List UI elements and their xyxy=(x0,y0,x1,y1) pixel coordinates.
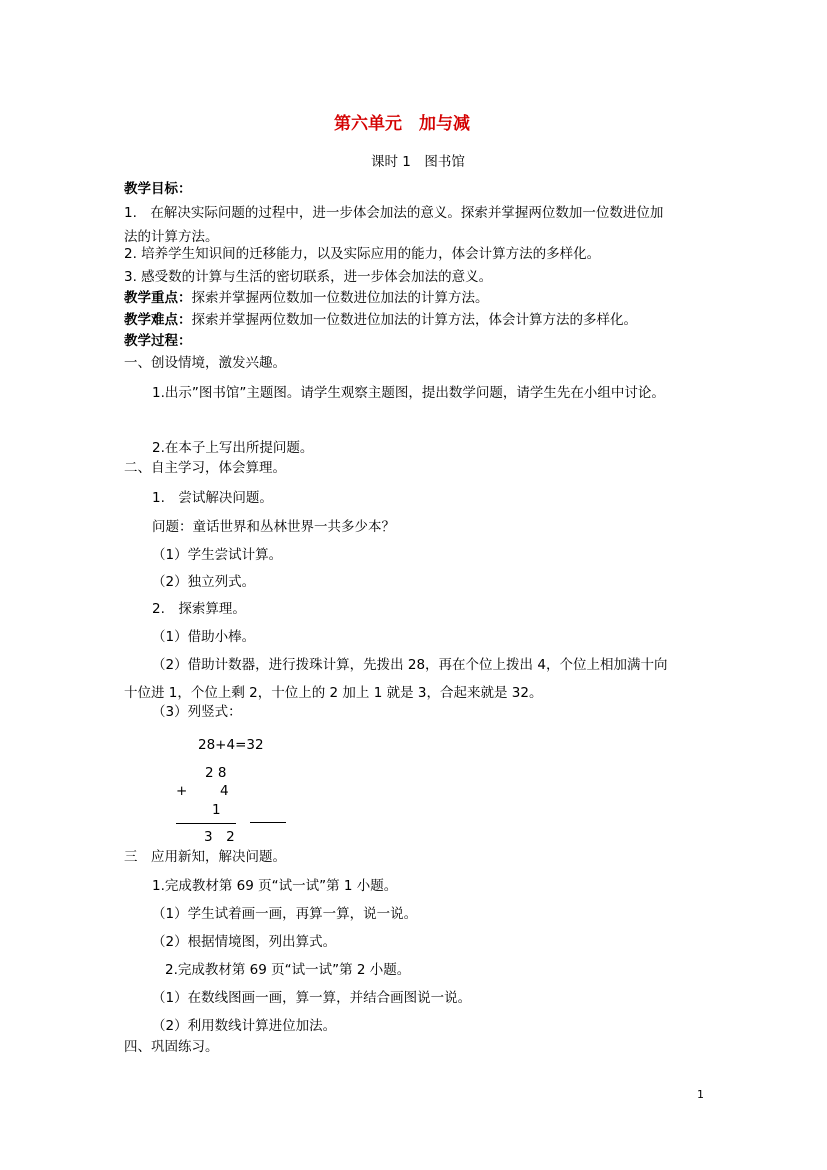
section-3-item-1: 1.完成教材第 69 页“试一试”第 1 小题。 xyxy=(152,878,398,894)
section-2-question: 问题：童话世界和丛林世界一共多少本？ xyxy=(152,519,395,535)
section-2-item-2c: （3）列竖式： xyxy=(152,704,242,720)
section-1-item-2: 2.在本子上写出所提问题。 xyxy=(152,440,314,456)
key-point-label: 教学重点： xyxy=(124,290,192,306)
goal-1-line-1: 1. 在解决实际问题的过程中，进一步体会加法的意义。探索并掌握两位数加一位数进位加 xyxy=(124,205,664,221)
vertical-top: 2 8 xyxy=(205,765,227,781)
section-2-item-2b-line-2: 十位进 1，个位上剩 2，十位上的 2 加上 1 就是 3，合起来就是 32。 xyxy=(124,685,543,701)
difficult-point xyxy=(124,314,637,328)
section-3-item-2a: （1）在数线图画一画，算一算，并结合画图说一说。 xyxy=(152,990,472,1006)
section-3-item-1b: （2）根据情境图，列出算式。 xyxy=(152,934,337,950)
vertical-rule-right xyxy=(250,822,286,823)
vertical-plus-sign: + xyxy=(176,783,188,799)
vertical-result: 3 2 xyxy=(204,829,235,845)
section-2-item-2: 2. 探索算理。 xyxy=(152,601,246,617)
difficult-point-text: 探索并掌握两位数加一位数进位加法的计算方法，体会计算方法的多样化。 xyxy=(191,312,637,328)
section-2-item-1: 1. 尝试解决问题。 xyxy=(152,490,273,506)
goal-3: 3. 感受数的计算与生活的密切联系，进一步体会加法的意义。 xyxy=(124,269,493,285)
key-point xyxy=(124,292,489,306)
equation: 28+4=32 xyxy=(198,737,264,753)
section-2: 二、自主学习，体会算理。 xyxy=(124,460,286,476)
key-point-text: 探索并掌握两位数加一位数进位加法的计算方法。 xyxy=(191,290,489,306)
difficult-point-label: 教学难点： xyxy=(124,312,192,328)
section-3: 三 应用新知，解决问题。 xyxy=(124,849,286,865)
section-2-item-2b-line-1: （2）借助计数器，进行拨珠计算，先拨出 28，再在个位上拨出 4，个位上相加满十向 xyxy=(152,657,668,673)
section-3-item-1a: （1）学生试着画一画，再算一算，说一说。 xyxy=(152,906,418,922)
section-2-item-1a: （1）学生尝试计算。 xyxy=(152,547,283,563)
vertical-rule-left xyxy=(176,823,236,824)
section-3-item-2b: （2）利用数线计算进位加法。 xyxy=(152,1018,337,1034)
process-heading: 教学过程： xyxy=(124,333,192,349)
section-4: 四、巩固练习。 xyxy=(124,1039,219,1055)
lesson-subtitle: 课时 1 图书馆 xyxy=(371,154,465,170)
page-number: 1 xyxy=(697,1088,704,1101)
goal-2: 2. 培养学生知识间的迁移能力，以及实际应用的能力，体会计算方法的多样化。 xyxy=(124,246,601,262)
section-1-item-1: 1.出示”图书馆”主题图。请学生观察主题图，提出数学问题，请学生先在小组中讨论。 xyxy=(152,385,665,401)
vertical-addend: 4 xyxy=(220,783,229,799)
section-2-item-1b: （2）独立列式。 xyxy=(152,574,256,590)
page-title: 第六单元 加与减 xyxy=(334,114,470,134)
section-1: 一、创设情境，激发兴趣。 xyxy=(124,355,286,371)
section-3-item-2: 2.完成教材第 69 页“试一试”第 2 小题。 xyxy=(165,962,411,978)
goal-1-line-2: 法的计算方法。 xyxy=(124,229,219,245)
goals-heading: 教学目标： xyxy=(124,181,192,197)
vertical-carry: 1 xyxy=(212,802,221,818)
section-2-item-2a: （1）借助小棒。 xyxy=(152,629,256,645)
